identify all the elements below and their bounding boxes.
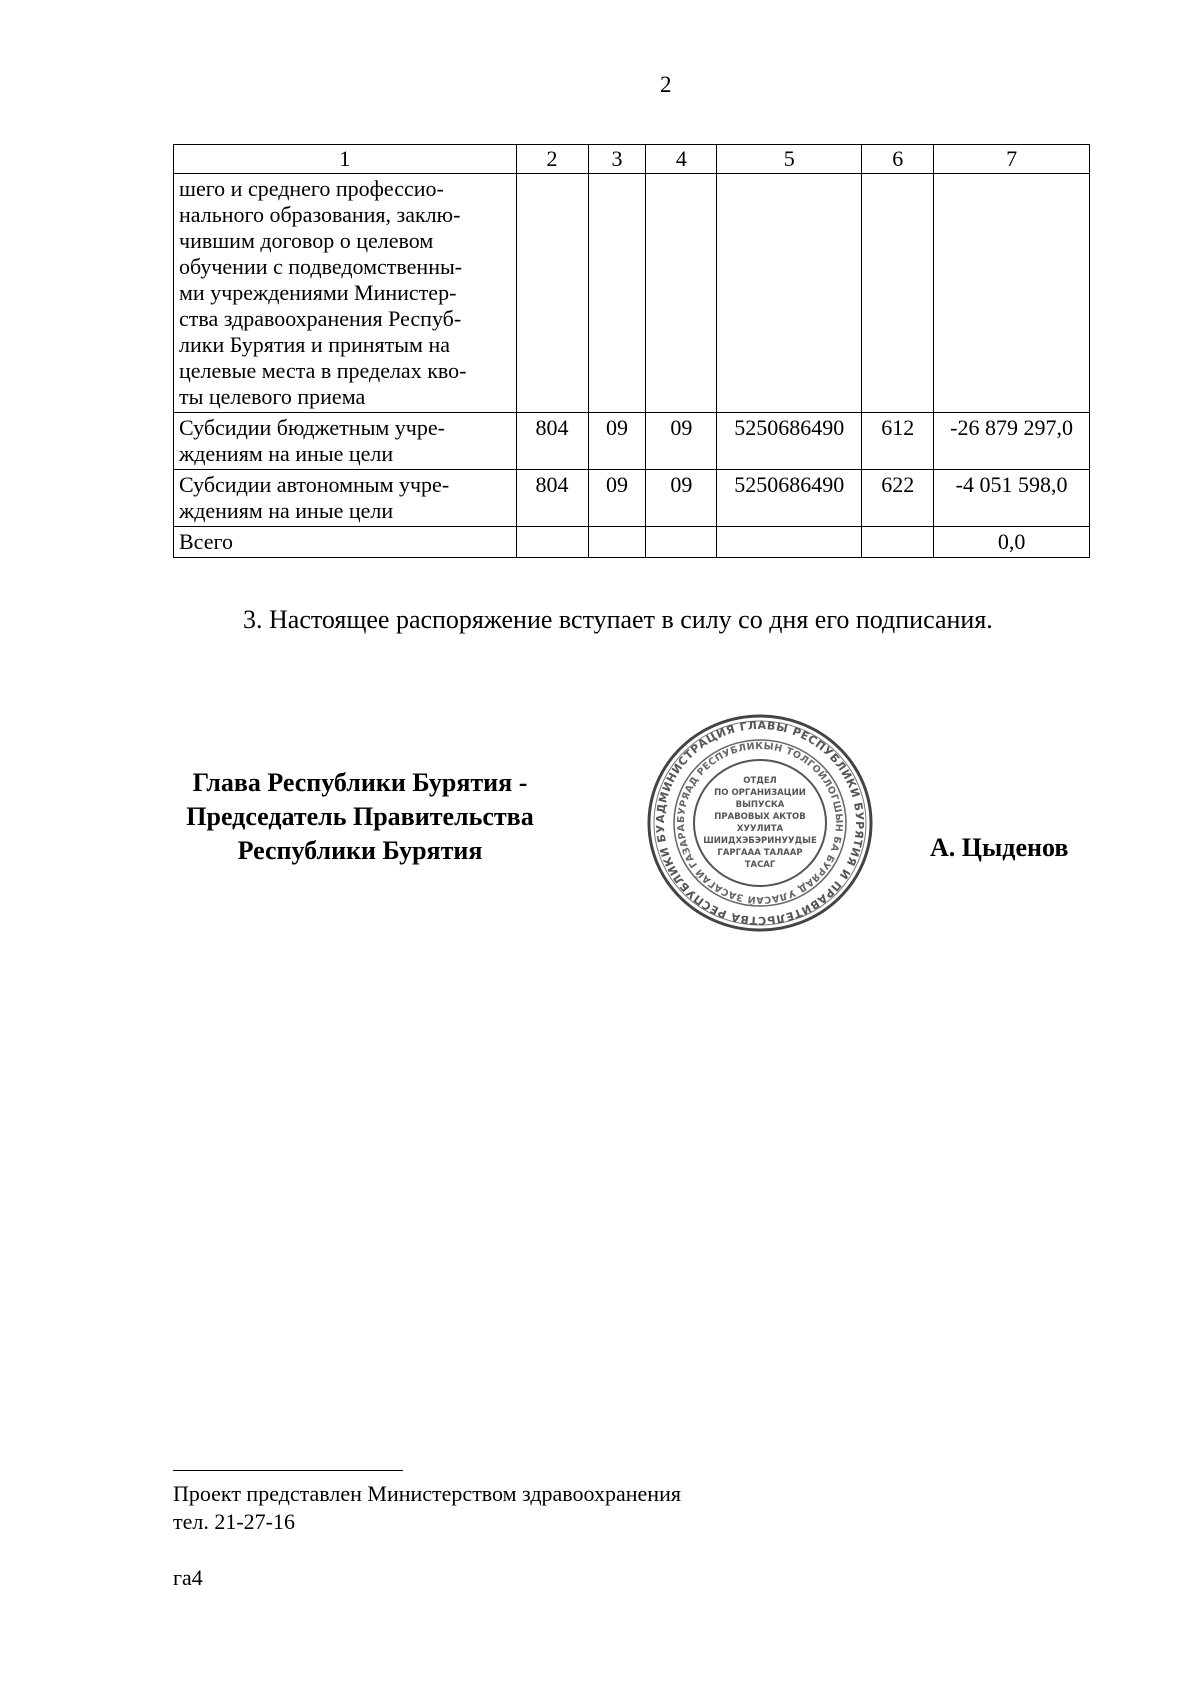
clause-paragraph: 3. Настоящее распоряжение вступает в силу со дня его подписания.: [243, 605, 993, 634]
subsection-code-cell: 09: [646, 413, 717, 470]
column-header: 6: [862, 145, 934, 174]
column-header: 4: [646, 145, 717, 174]
row-name-cell: [174, 470, 517, 527]
amount-cell: -26 879 297,0: [934, 413, 1090, 470]
amount-cell: -4 051 598,0: [934, 470, 1090, 527]
column-header: 3: [588, 145, 646, 174]
expense-type-cell: 612: [862, 413, 934, 470]
text-line: целевые места в пределах кво-: [179, 358, 467, 383]
seal-center-line: ТАСАГ: [744, 860, 776, 870]
empty-cell: [646, 527, 717, 558]
text-line: лики Бурятия и принятым на: [179, 332, 450, 357]
table-row: [174, 470, 1090, 527]
target-article-cell: 5250686490: [717, 470, 862, 527]
row-name-cell: [174, 174, 517, 413]
text-line: ждениям на иные цели: [179, 498, 394, 523]
text-line: чившим договор о целевом: [179, 228, 434, 253]
column-header: 7: [934, 145, 1090, 174]
text-line: нального образования, заклю-: [179, 202, 461, 227]
footnote: [173, 1480, 681, 1536]
empty-cell: [717, 527, 862, 558]
seal-center-line: ПРАВОВЫХ АКТОВ: [714, 812, 806, 822]
table-row-continuation: [174, 174, 1090, 413]
empty-cell: [646, 174, 717, 413]
column-header: 2: [516, 145, 588, 174]
seal-graphic: [645, 712, 875, 934]
seal-inner-text: БУРЯАД РЕСПУБЛИКЫН ТОЛГОЙЛОГШЫН БА БУРЯАД УЛАСАЙ ЗАСАГАЙ ГАЗАРА: [675, 740, 845, 906]
empty-cell: [717, 174, 862, 413]
empty-cell: [862, 174, 934, 413]
signer-name: А. Цыденов: [930, 833, 1069, 862]
seal-center-line: ОТДЕЛ: [743, 776, 777, 786]
footnote-line: тел. 21-27-16: [173, 1509, 296, 1534]
page-number: 2: [660, 72, 672, 97]
budget-table: [173, 144, 1090, 558]
total-amount-cell: 0,0: [934, 527, 1090, 558]
expense-type-cell: 622: [862, 470, 934, 527]
empty-cell: [588, 527, 646, 558]
empty-cell: [516, 527, 588, 558]
text-line: ты целевого приема: [179, 384, 366, 409]
text-line: Субсидии бюджетным учре-: [179, 415, 445, 440]
text-line: обучении с подведомственны-: [179, 254, 463, 279]
ministry-code-cell: 804: [516, 470, 588, 527]
signer-title: [150, 766, 570, 868]
seal-outer-text: АДМИНИСТРАЦИЯ ГЛАВЫ РЕСПУБЛИКИ БУРЯТИЯ И ПРАВИТЕЛЬСТВА РЕСПУБЛИКИ БУ: [653, 718, 867, 928]
table-total-row: [174, 527, 1090, 558]
signer-title-line: Председатель Правительства: [186, 802, 534, 831]
empty-cell: [862, 527, 934, 558]
text-line: ства здравоохранения Респуб-: [179, 306, 462, 331]
seal-center-line: ПО ОРГАНИЗАЦИИ: [714, 788, 806, 798]
table-header-row: [174, 145, 1090, 174]
total-label-cell: Всего: [174, 527, 517, 558]
document-code: га4: [173, 1565, 203, 1590]
seal-center-line: ШИИДХЭБЭРИНУУДЫЕ: [703, 836, 817, 846]
empty-cell: [588, 174, 646, 413]
signer-title-line: Республики Бурятия: [237, 836, 483, 865]
subsection-code-cell: 09: [646, 470, 717, 527]
column-header: 5: [717, 145, 862, 174]
seal-center-line: ВЫПУСКА: [735, 800, 785, 810]
row-name-cell: [174, 413, 517, 470]
text-line: ми учреждениями Министер-: [179, 280, 457, 305]
text-line: Субсидии автономным учре-: [179, 472, 450, 497]
ministry-code-cell: 804: [516, 413, 588, 470]
signer-title-line: Глава Республики Бурятия -: [192, 768, 528, 797]
seal-center-line: ГАРГААА ТАЛААР: [717, 848, 803, 858]
text-line: ждениям на иные цели: [179, 441, 394, 466]
empty-cell: [516, 174, 588, 413]
section-code-cell: 09: [588, 470, 646, 527]
section-code-cell: 09: [588, 413, 646, 470]
text-line: шего и среднего профессио-: [179, 176, 444, 201]
column-header: 1: [174, 145, 517, 174]
seal-center-line: ХУУЛИТА: [736, 824, 784, 834]
table-row: [174, 413, 1090, 470]
footnote-divider: [173, 1470, 403, 1471]
target-article-cell: 5250686490: [717, 413, 862, 470]
footnote-line: Проект представлен Министерством здравоохранения: [173, 1481, 681, 1506]
official-seal: [645, 712, 875, 934]
empty-cell: [934, 174, 1090, 413]
